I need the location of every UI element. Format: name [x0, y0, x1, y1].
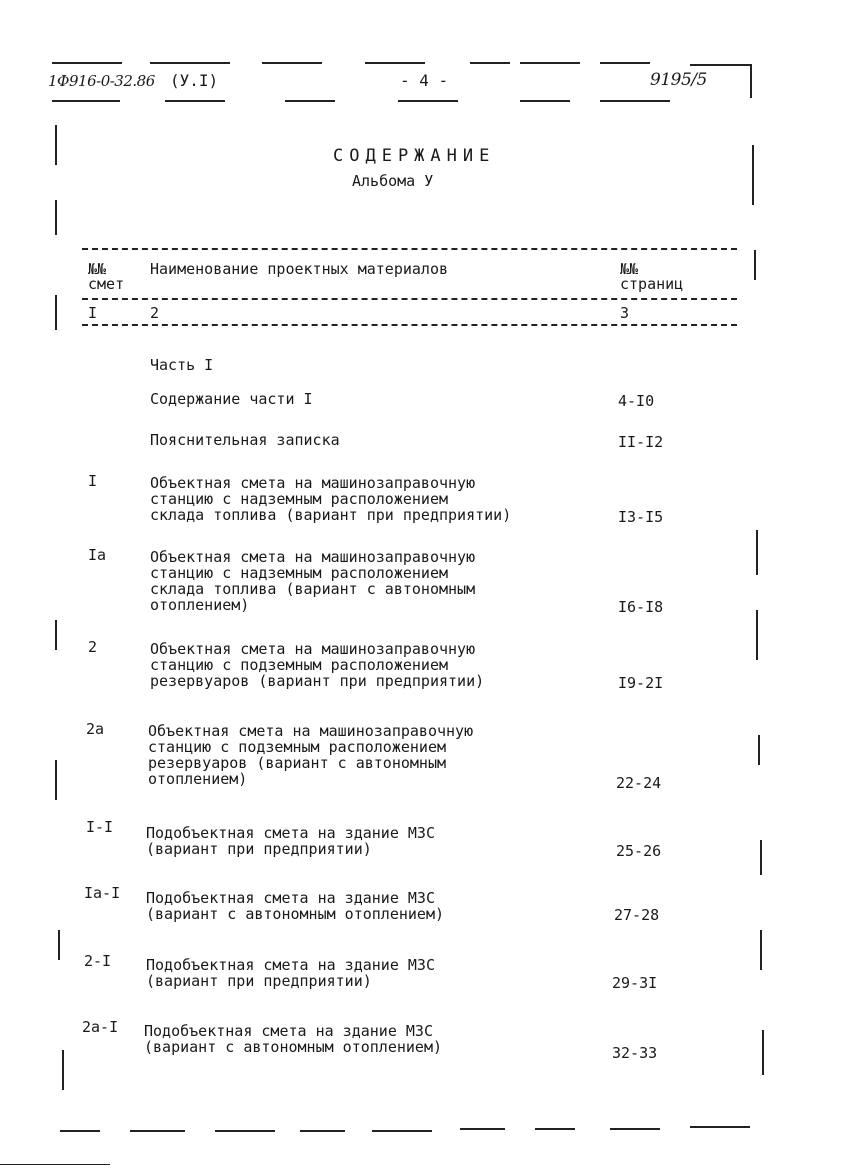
top-border-segment: [262, 62, 322, 64]
col-number-2: 2: [150, 304, 160, 322]
list-item-pages: 4-I0: [618, 392, 655, 410]
page-number: - 4 -: [400, 71, 449, 90]
list-item-pages: 22-24: [616, 774, 662, 792]
list-item-num: I-I: [86, 818, 114, 836]
list-item-pages: I3-I5: [618, 508, 664, 526]
list-item-line: склада топлива (вариант с автономным: [150, 580, 476, 598]
list-item-num: Iа-I: [84, 884, 121, 902]
bottom-border-segment: [535, 1128, 575, 1130]
volume-label: (У.I): [170, 71, 219, 90]
left-margin-line: [58, 930, 60, 960]
table-colnum-rule: [82, 324, 737, 326]
list-item-line: станцию с подземным расположением: [148, 738, 447, 756]
list-item-pages: II-I2: [618, 433, 664, 451]
bottom-border-segment: [300, 1130, 345, 1132]
left-margin-line: [55, 760, 57, 800]
list-item-line: Объектная смета на машинозаправочную: [150, 474, 476, 492]
header-underline: [600, 100, 670, 102]
section-heading: Часть I: [150, 356, 214, 374]
right-margin-line: [760, 930, 762, 970]
list-item-line: Подобъектная смета на здание МЗС: [144, 1022, 433, 1040]
top-border-segment: [690, 64, 750, 66]
top-border-segment: [150, 62, 230, 64]
list-item-num: 2а-I: [82, 1018, 119, 1036]
document-code: 1Ф916-0-32.86: [48, 72, 155, 90]
list-item-pages: 27-28: [614, 906, 660, 924]
left-margin-line: [55, 200, 57, 235]
left-margin-line: [62, 1050, 64, 1090]
list-item-line: Подобъектная смета на здание МЗС: [146, 889, 435, 907]
list-item-num: I: [88, 472, 98, 490]
left-margin-line: [55, 295, 57, 330]
right-margin-line: [758, 735, 760, 765]
list-item-line: (вариант с автономным отоплением): [146, 905, 445, 923]
right-margin-line: [762, 1030, 764, 1075]
list-item-line: Подобъектная смета на здание МЗС: [146, 956, 435, 974]
list-item-line: станцию с надземным расположением: [150, 490, 449, 508]
col-number-1: I: [88, 304, 98, 322]
col-header-num-2: смет: [88, 275, 125, 293]
page-title: СОДЕРЖАНИЕ: [333, 146, 496, 166]
bottom-border-segment: [460, 1128, 505, 1130]
list-item-line: Подобъектная смета на здание МЗС: [146, 824, 435, 842]
left-margin-line: [55, 125, 57, 165]
list-item-line: Объектная смета на машинозаправочную: [148, 722, 474, 740]
header-underline: [520, 100, 570, 102]
list-item-line: станцию с подземным расположением: [150, 656, 449, 674]
list-item-num: 2: [88, 638, 98, 656]
col-header-num: №№: [88, 260, 107, 278]
list-item-line: станцию с надземным расположением: [150, 564, 449, 582]
right-margin-line: [756, 610, 758, 660]
list-item-num: Iа: [88, 546, 107, 564]
left-margin-line: [55, 620, 57, 650]
bottom-border-segment: [372, 1130, 432, 1132]
list-item-line: резервуаров (вариант при предприятии): [150, 672, 485, 690]
list-item-pages: I9-2I: [618, 674, 664, 692]
list-item-num: 2а: [86, 720, 105, 738]
bottom-border-segment: [130, 1130, 185, 1132]
list-item-pages: 29-3I: [612, 974, 658, 992]
list-item-pages: I6-I8: [618, 598, 664, 616]
top-border-segment: [470, 62, 510, 64]
list-item-pages: 32-33: [612, 1044, 658, 1062]
list-item-line: (вариант с автономным отоплением): [144, 1038, 443, 1056]
header-underline: [398, 100, 458, 102]
list-item-title: Пояснительная записка: [150, 431, 340, 449]
list-item-line: склада топлива (вариант при предприятии): [150, 506, 512, 524]
page-edge: [0, 1164, 110, 1165]
header-tick: [750, 64, 752, 98]
list-item-line: резервуаров (вариант с автономным: [148, 754, 447, 772]
list-item-num: 2-I: [84, 952, 112, 970]
col-header-pages: №№: [620, 260, 639, 278]
col-header-name: Наименование проектных материалов: [150, 260, 449, 278]
table-top-rule: [82, 248, 737, 250]
page-subtitle: Альбома У: [352, 172, 434, 190]
header-underline: [285, 100, 335, 102]
list-item-line: (вариант при предприятии): [146, 972, 372, 990]
header-underline: [52, 100, 120, 102]
bottom-border-segment: [610, 1128, 660, 1130]
list-item-line: Объектная смета на машинозаправочную: [150, 548, 476, 566]
list-item-line: Объектная смета на машинозаправочную: [150, 640, 476, 658]
list-item-title: Содержание части I: [150, 390, 313, 408]
list-item-line: отоплением): [150, 596, 250, 614]
col-number-3: 3: [620, 304, 630, 322]
col-header-pages-2: страниц: [620, 275, 684, 293]
right-margin-line: [756, 530, 758, 575]
top-border-segment: [365, 62, 425, 64]
top-border-segment: [52, 62, 122, 64]
right-margin-line: [752, 145, 754, 205]
top-border-segment: [600, 62, 650, 64]
bottom-border-segment: [215, 1130, 275, 1132]
bottom-border-segment: [60, 1130, 100, 1132]
list-item-line: (вариант при предприятии): [146, 840, 372, 858]
top-border-segment: [520, 62, 580, 64]
list-item-line: отоплением): [148, 770, 248, 788]
table-header-rule: [82, 298, 737, 300]
archive-number: 9195/5: [650, 70, 707, 90]
bottom-border-segment: [690, 1126, 750, 1128]
right-margin-line: [754, 250, 756, 280]
header-underline: [165, 100, 225, 102]
right-margin-line: [760, 840, 762, 875]
list-item-pages: 25-26: [616, 842, 662, 860]
